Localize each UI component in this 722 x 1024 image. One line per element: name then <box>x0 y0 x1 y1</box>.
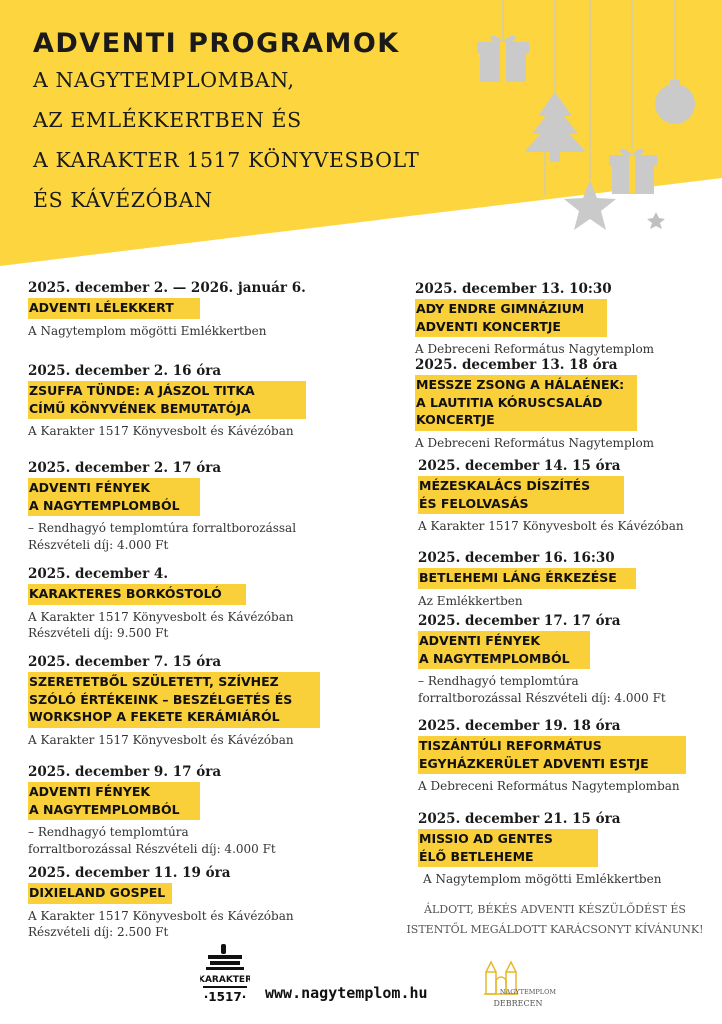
event-title: TISZÁNTÚLI REFORMÁTUS EGYHÁZKERÜLET ADVENTI ESTJE <box>418 736 686 774</box>
event-date: 2025. december 11. 19 óra <box>28 865 231 881</box>
event-item <box>418 457 684 535</box>
event-title: MESSZE ZSONG A HÁLAÉNEK: A LAUTITIA KÓRUSCSALÁD KONCERTJE <box>415 375 637 431</box>
gift-box-icon <box>609 149 657 194</box>
event-description: A Nagytemplom mögötti Emlékkertben <box>28 323 267 338</box>
event-date: 2025. december 2. 16 óra <box>28 363 222 379</box>
page-title: ADVENTI PROGRAMOK <box>33 28 400 59</box>
event-item <box>415 280 654 358</box>
svg-text:KARAKTER: KARAKTER <box>200 975 250 985</box>
event-title: ADY ENDRE GIMNÁZIUM ADVENTI KONCERTJE <box>415 299 607 337</box>
event-title: KARAKTERES BORKÓSTOLÓ <box>28 584 246 605</box>
event-title: DIXIELAND GOSPEL <box>28 883 172 904</box>
event-item <box>28 459 296 553</box>
event-date: 2025. december 9. 17 óra <box>28 764 222 780</box>
event-title: ADVENTI FÉNYEK A NAGYTEMPLOMBÓL <box>28 782 200 820</box>
blessing-message: ÁLDOTT, BÉKÉS ADVENTI KÉSZÜLŐDÉST ÉS ISTENTŐL MEGÁLDOTT KARÁCSONYT KÍVÁNUNK! <box>406 903 704 936</box>
event-item <box>28 864 294 941</box>
event-description: A Debreceni Református Nagytemplom <box>415 435 655 450</box>
subtitle-line: AZ EMLÉKKERTBEN ÉS <box>33 108 302 132</box>
event-date: 2025. december 13. 18 óra <box>415 357 618 373</box>
event-date: 2025. december 19. 18 óra <box>418 718 621 734</box>
event-date: 2025. december 7. 15 óra <box>28 654 222 670</box>
event-item <box>418 549 636 609</box>
event-description: A Debreceni Református Nagytemplom <box>415 342 655 356</box>
event-date: 2025. december 13. 10:30 <box>415 281 612 297</box>
event-date: 2025. december 2. — 2026. január 6. <box>28 280 306 296</box>
event-item <box>28 763 276 857</box>
star-icon <box>564 180 616 230</box>
svg-text:·1517·: ·1517· <box>203 990 247 1004</box>
event-description: A Karakter 1517 Könyvesbolt és Kávézóban <box>28 424 294 438</box>
event-description: A Karakter 1517 Könyvesbolt és Kávézóban Részvételi díj: 9.500 Ft <box>28 609 294 640</box>
event-date: 2025. december 16. 16:30 <box>418 550 615 566</box>
ornament-ball-icon <box>655 80 695 124</box>
christmas-tree-icon <box>524 92 586 162</box>
christmas-ornaments-decoration <box>460 0 722 240</box>
event-title: ZSUFFA TÜNDE: A JÁSZOL TITKA CÍMŰ KÖNYVÉNEK BEMUTATÓJA <box>28 381 306 419</box>
event-description: – Rendhagyó templomtúra forraltborozással Részvételi díj: 4.000 Ft <box>28 825 276 856</box>
nagytemplom-church-logo-icon <box>482 958 562 1016</box>
event-item <box>415 356 654 451</box>
event-title: BETLEHEMI LÁNG ÉRKEZÉSE <box>418 568 636 589</box>
event-date: 2025. december 2. 17 óra <box>28 460 222 476</box>
event-date: 2025. december 17. 17 óra <box>418 613 621 629</box>
event-date: 2025. december 21. 15 óra <box>418 811 621 827</box>
svg-text:NAGYTEMPLOM: NAGYTEMPLOM <box>499 988 557 996</box>
event-description: Az Emlékkertben <box>418 593 523 608</box>
svg-text:DEBRECEN: DEBRECEN <box>493 999 543 1008</box>
event-item <box>28 653 320 748</box>
event-item <box>28 565 294 642</box>
event-title: ADVENTI LÉLEKKERT <box>28 298 200 319</box>
event-title: SZERETETBŐL SZÜLETETT, SZÍVHEZ SZÓLÓ ÉRTÉKEINK – BESZÉLGETÉS ÉS WORKSHOP A FEKETE KERÁMIÁRÓL <box>28 672 320 728</box>
subtitle-line: ÉS KÁVÉZÓBAN <box>33 188 213 212</box>
karakter-1517-logo-icon <box>200 942 250 1010</box>
event-description: A Karakter 1517 Könyvesbolt és Kávézóban Részvételi díj: 2.500 Ft <box>28 908 294 939</box>
event-date: 2025. december 4. <box>28 566 169 582</box>
event-item <box>418 717 686 795</box>
event-item <box>418 612 666 706</box>
event-description: A Karakter 1517 Könyvesbolt és Kávézóban <box>28 732 294 747</box>
event-title: MÉZESKALÁCS DÍSZÍTÉS ÉS FELOLVASÁS <box>418 476 624 514</box>
event-description: – Rendhagyó templomtúra forraltborozással Részvételi díj: 4.000 Ft <box>418 674 666 705</box>
event-description: – Rendhagyó templomtúra forraltborozással Részvételi díj: 4.000 Ft <box>28 521 297 552</box>
event-title: ADVENTI FÉNYEK A NAGYTEMPLOMBÓL <box>28 478 200 516</box>
event-title: ADVENTI FÉNYEK A NAGYTEMPLOMBÓL <box>418 631 590 669</box>
gift-box-icon <box>477 36 529 82</box>
website-link[interactable]: www.nagytemplom.hu <box>265 984 428 1002</box>
event-description: A Karakter 1517 Könyvesbolt és Kávézóban <box>418 519 684 533</box>
subtitle-line: A KARAKTER 1517 KÖNYVESBOLT <box>33 148 420 172</box>
small-star-icon <box>647 212 665 229</box>
event-title: MISSIO AD GENTES ÉLŐ BETLEHEME <box>418 829 598 867</box>
event-item <box>418 810 661 888</box>
event-description: A Nagytemplom mögötti Emlékkertben <box>423 872 662 886</box>
event-item <box>28 279 306 339</box>
subtitle-line: A NAGYTEMPLOMBAN, <box>33 68 295 92</box>
event-date: 2025. december 14. 15 óra <box>418 458 621 474</box>
event-item <box>28 362 306 440</box>
event-description: A Debreceni Református Nagytemplomban <box>418 779 680 793</box>
